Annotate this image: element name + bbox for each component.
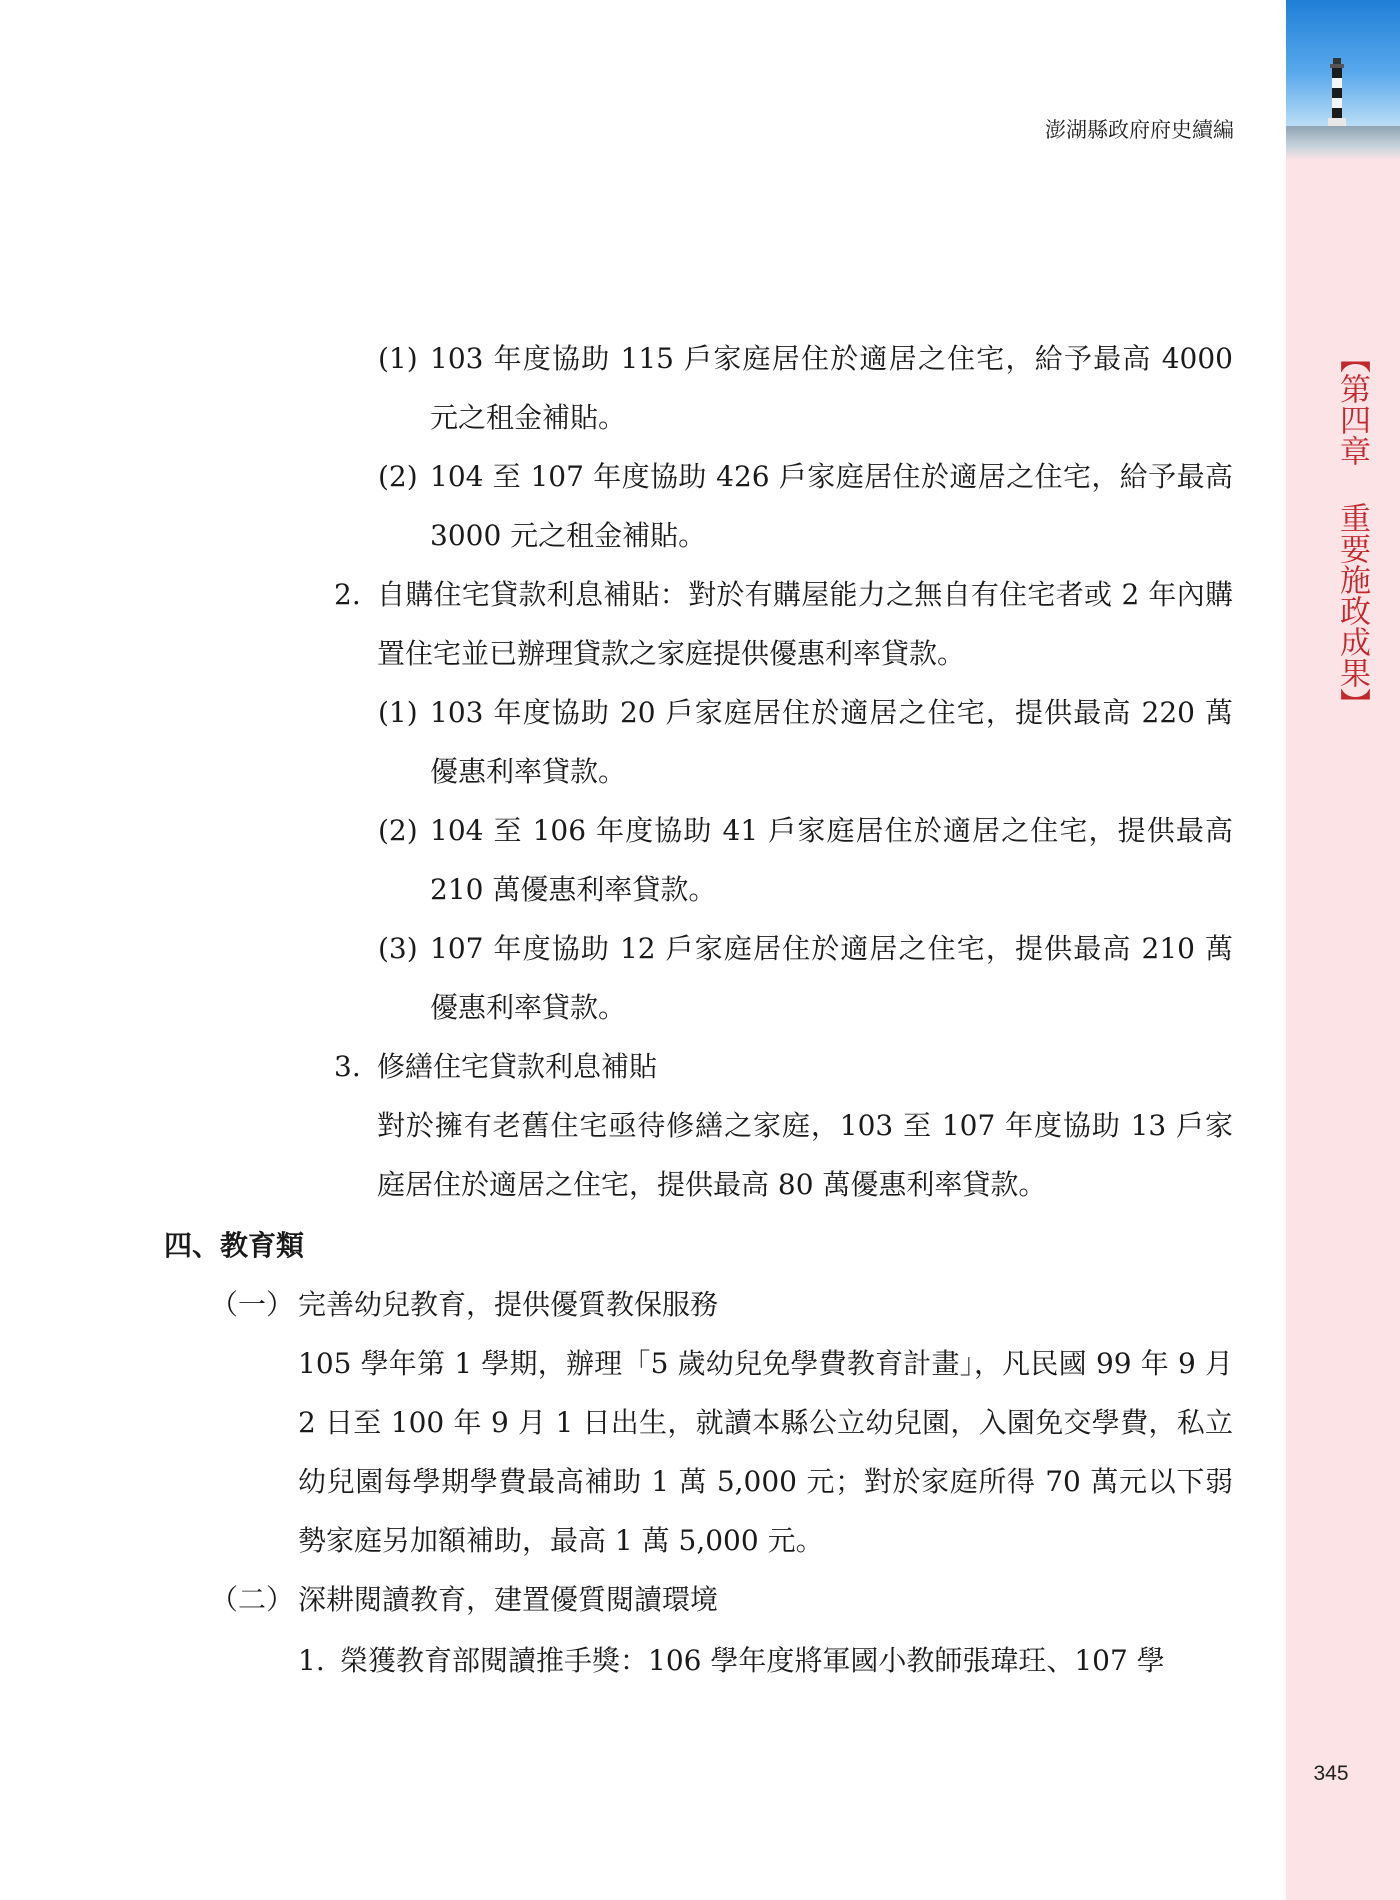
loan-item-2-body: 104 至 106 年度協助 41 戶家庭居住於適居之住宅，提供最高 210 萬優惠利率貸款。 — [430, 814, 1233, 906]
rent-item-1-marker: (1) — [378, 342, 418, 375]
chapter-sidebar — [1286, 0, 1400, 1900]
loan-item-2-marker: (2) — [378, 814, 418, 847]
subsection-1-text — [298, 1334, 1233, 1570]
subsection-1-body: 105 學年第 1 學期，辦理「5 歲幼兒免學費教育計畫」，凡民國 99 年 9 月 2 日至 100 年 9 月 1 日出生，就讀本縣公立幼兒園，入園免交學費，私立幼兒園每學期學費最高補助 1 萬 5,000 元；對於家庭所得 70 萬元以下弱勢家庭另加額補助，最高 1 萬 5,000 元。 — [298, 1347, 1233, 1557]
loan-item-3-body: 107 年度協助 12 戶家庭居住於適居之住宅，提供最高 210 萬優惠利率貸款。 — [430, 932, 1233, 1024]
lighthouse-photo — [1286, 0, 1400, 160]
subsection-2-item-1-text: 榮獲教育部閱讀推手獎：106 學年度將軍國小教師張瑋玨、107 學 — [340, 1644, 1165, 1677]
sea-horizon — [1286, 126, 1400, 160]
loan-item-3-text — [430, 919, 1233, 1037]
item-3-title: 修繕住宅貸款利息補貼 — [377, 1050, 658, 1083]
subsection-2-title: 深耕閱讀教育，建置優質閱讀環境 — [298, 1583, 719, 1616]
item-2-body: 自購住宅貸款利息補貼：對於有購屋能力之無自有住宅者或 2 年內購置住宅並已辦理貸款之家庭提供優惠利率貸款。 — [377, 578, 1233, 670]
item-3-body: 對於擁有老舊住宅亟待修繕之家庭，103 至 107 年度協助 13 戶家庭居住於適居之住宅，提供最高 80 萬優惠利率貸款。 — [377, 1109, 1233, 1201]
running-header: 澎湖縣政府府史續編 — [1045, 118, 1234, 142]
rent-item-2-body: 104 至 107 年度協助 426 戶家庭居住於適居之住宅，給予最高 3000 元之租金補貼。 — [430, 460, 1233, 552]
rent-item-2-text — [430, 447, 1233, 565]
item-2-text — [377, 565, 1233, 683]
subsection-1-title: 完善幼兒教育，提供優質教保服務 — [298, 1288, 719, 1321]
subsection-2-item-1-marker: 1. — [298, 1644, 325, 1677]
subsection-2-marker: （二） — [210, 1583, 295, 1616]
item-3-marker: 3. — [334, 1050, 361, 1083]
chapter-title: 【第四章 重要施政成果】 — [1334, 342, 1370, 719]
loan-item-1-text — [430, 683, 1233, 801]
rent-item-1-text — [430, 329, 1233, 447]
item-2-marker: 2. — [334, 578, 361, 611]
loan-item-1-marker: (1) — [378, 696, 418, 729]
rent-item-1-body: 103 年度協助 115 戶家庭居住於適居之住宅，給予最高 4000 元之租金補貼。 — [430, 342, 1233, 434]
item-3-text — [377, 1096, 1233, 1214]
subsection-1-marker: （一） — [210, 1288, 295, 1321]
rent-item-2-marker: (2) — [378, 460, 418, 493]
loan-item-2-text — [430, 801, 1233, 919]
section-4-heading: 四、教育類 — [164, 1229, 305, 1262]
loan-item-1-body: 103 年度協助 20 戶家庭居住於適居之住宅，提供最高 220 萬優惠利率貸款。 — [430, 696, 1233, 788]
loan-item-3-marker: (3) — [378, 932, 418, 965]
page-number: 345 — [1313, 1762, 1349, 1785]
